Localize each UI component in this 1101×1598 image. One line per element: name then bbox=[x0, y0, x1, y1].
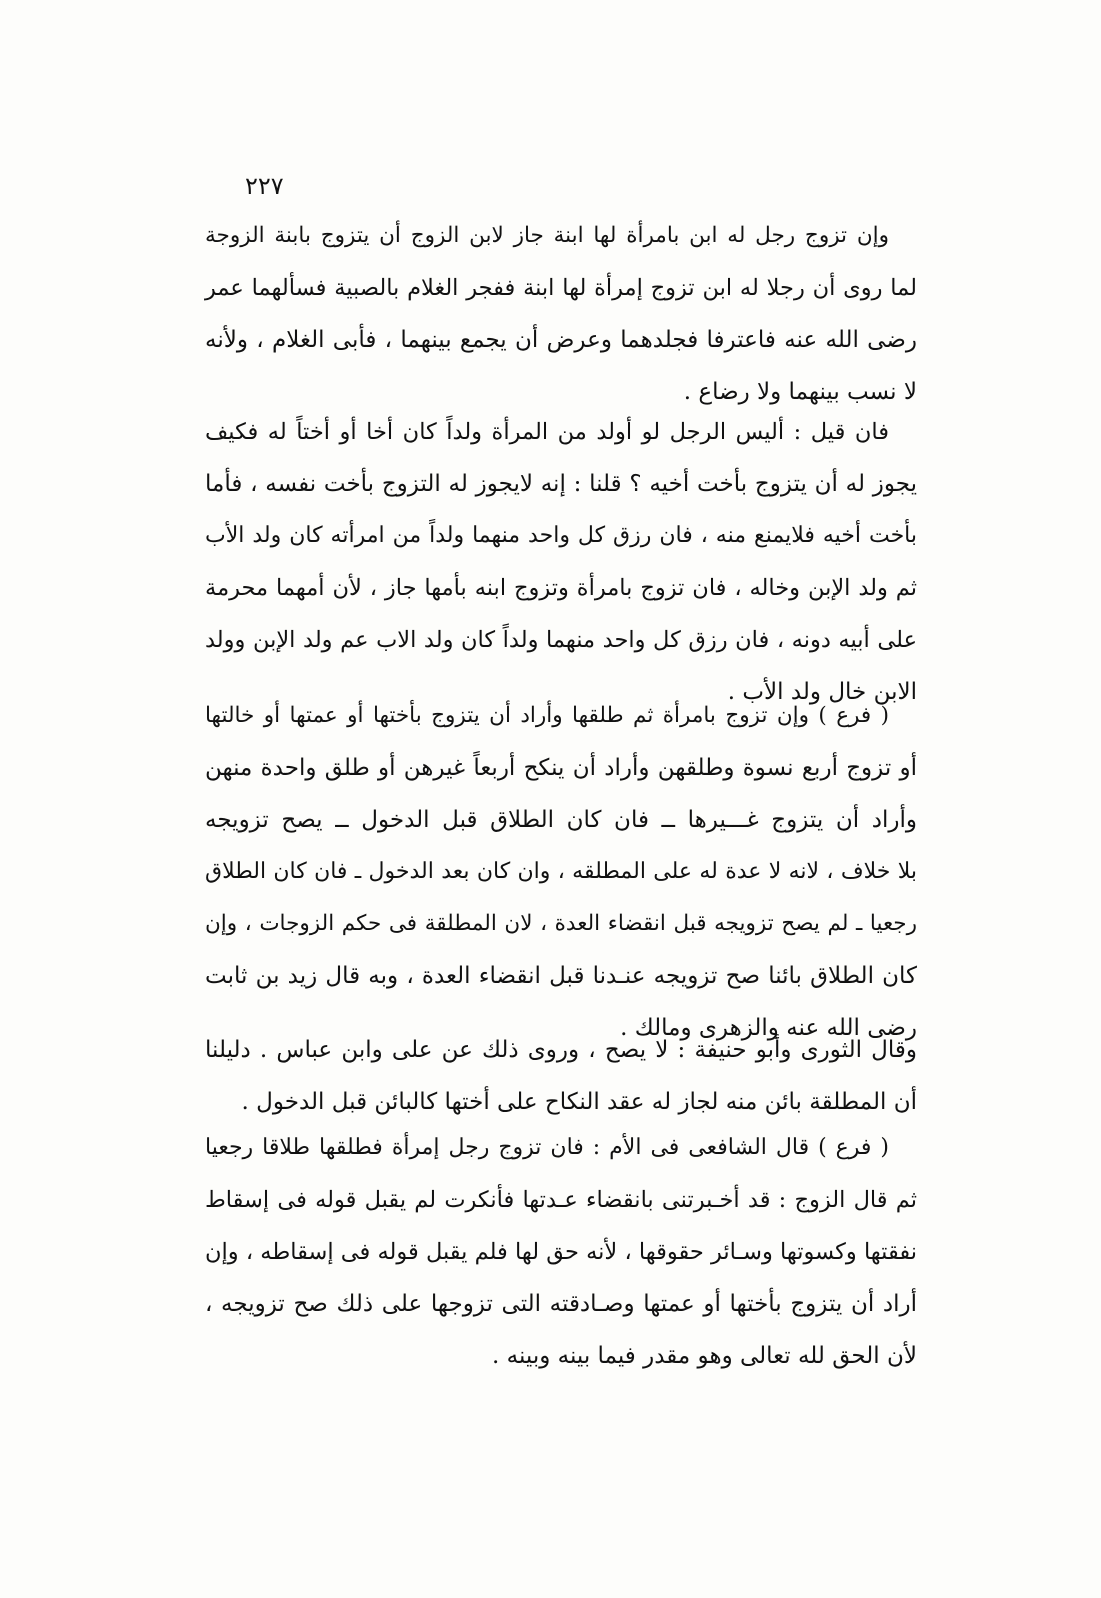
text-line: رضى الله عنه والزهرى ومالك . bbox=[620, 1015, 917, 1041]
text-line: أراد أن يتزوج بأختها أو عمتها وصـادقته التى تزوجها على ذلك صح تزويجه ، bbox=[205, 1291, 917, 1317]
text-line: فان قيل : أليس الرجل لو أولد من المرأة ولداً كان أخا أو أختاً له فكيف bbox=[205, 419, 889, 445]
text-line: ثم قال الزوج : قد أخـبرتنى بانقضاء عـدتها فأنكرت لم يقبل قوله فى إسقاط bbox=[205, 1187, 917, 1213]
text-line: لأن الحق لله تعالى وهو مقدر فيما بينه وبينه . bbox=[491, 1343, 917, 1369]
text-line: لما روى أن رجلا له ابن تزوج إمرأة لها ابنة ففجر الغلام بالصبية فسألهما عمر bbox=[205, 275, 917, 301]
page-number: ٢٢٧ bbox=[245, 172, 284, 200]
text-line: نفقتها وكسوتها وسـائر حقوقها ، لأنه حق لها فلم يقبل قوله فى إسقاطه ، وإن bbox=[205, 1239, 917, 1265]
paragraph bbox=[205, 690, 917, 1054]
text-line: لا نسب بينهما ولا رضاع . bbox=[683, 379, 917, 405]
text-line: أن المطلقة بائن منه لجاز له عقد النكاح على أختها كالبائن قبل الدخول . bbox=[241, 1089, 917, 1115]
paragraph bbox=[205, 1122, 917, 1382]
text-line: ( فرع ) وإن تزوج بامرأة ثم طلقها وأراد أن يتزوج بأختها أو عمتها أو خالتها bbox=[205, 703, 889, 728]
text-line: بأخت أخيه فلايمنع منه ، فان رزق كل واحد منهما ولداً من امرأته كان ولد الأب bbox=[205, 523, 917, 548]
paragraph bbox=[205, 1024, 917, 1128]
text-line: رجعيا ـ لم يصح تزويجه قبل انقضاء العدة ، لان المطلقة فى حكم الزوجات ، وإن bbox=[205, 911, 917, 936]
text-line: على أبيه دونه ، فان رزق كل واحد منهما ولداً كان ولد الاب عم ولد الإبن وولد bbox=[205, 627, 917, 653]
text-line: بلا خلاف ، لانه لا عدة له على المطلقه ، وان كان بعد الدخول ـ فان كان الطلاق bbox=[205, 859, 917, 884]
text-line: أو تزوج أربع نسوة وطلقهن وأراد أن ينكح أربعاً غيرهن أو طلق واحدة منهن bbox=[205, 755, 917, 781]
text-line: وأراد أن يتزوج غـــيرها ــ فان كان الطلاق قبل الدخول ــ يصح تزويجه bbox=[205, 807, 917, 833]
text-line: وإن تزوج رجل له ابن بامرأة لها ابنة جاز لابن الزوج أن يتزوج بابنة الزوجة bbox=[205, 223, 889, 248]
text-line: ثم ولد الإبن وخاله ، فان تزوج بامرأة وتزوج ابنه بأمها جاز ، لأن أمهما محرمة bbox=[205, 575, 917, 601]
text-line: كان الطلاق بائنا صح تزويجه عنـدنا قبل انقضاء العدة ، وبه قال زيد بن ثابت bbox=[205, 963, 917, 989]
text-line: وقال الثورى وأبو حنيفة : لا يصح ، وروى ذلك عن على وابن عباس . دليلنا bbox=[205, 1037, 917, 1063]
paragraph bbox=[205, 210, 917, 418]
text-line: يجوز له أن يتزوج بأخت أخيه ؟ قلنا : إنه لايجوز له التزوج بأخت نفسه ، فأما bbox=[205, 471, 917, 497]
text-line: الابن خال ولد الأب . bbox=[727, 679, 917, 705]
paragraph bbox=[205, 406, 917, 718]
text-line: رضى الله عنه فاعترفا فجلدهما وعرض أن يجمع بينهما ، فأبى الغلام ، ولأنه bbox=[205, 327, 917, 353]
text-line: ( فرع ) قال الشافعى فى الأم : فان تزوج رجل إمرأة فطلقها طلاقا رجعيا bbox=[205, 1135, 889, 1160]
